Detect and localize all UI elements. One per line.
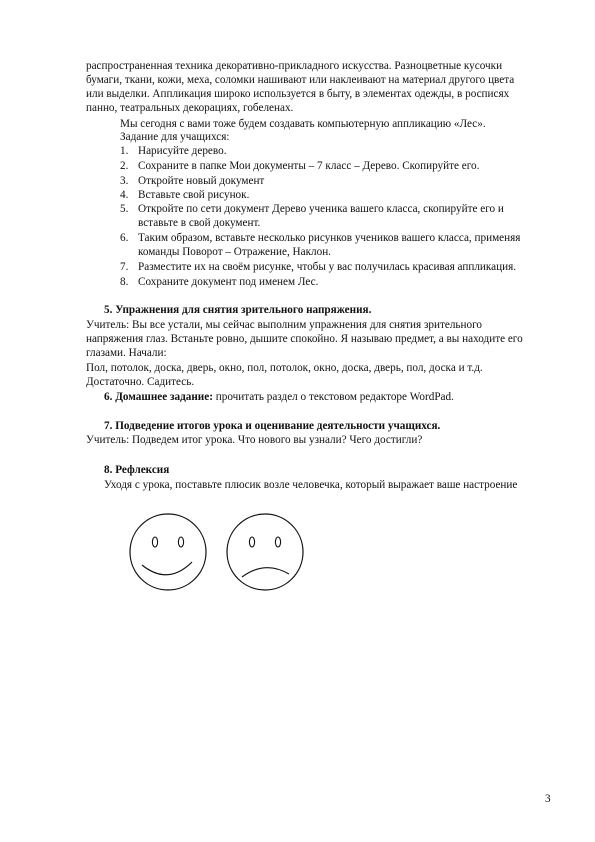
task-item: Сохраните в папке Мои документы – 7 класс – Дерево. Скопируйте его. <box>138 160 480 172</box>
task-item-cont: вставьте в свой документ. <box>138 217 261 229</box>
task-number: 3. <box>120 175 129 187</box>
task-number: 1. <box>120 145 129 157</box>
task-item: Разместите их на своём рисунке, чтобы у вас получилась красивая аппликация. <box>138 261 517 273</box>
intro-line-4: панно, театральных декорациях, гобеленах. <box>86 102 294 114</box>
intro-line-2: бумаги, ткани, кожи, меха, соломки нашивают или наклеивают на материал другого цвета <box>86 74 515 86</box>
task-item: Таким образом, вставьте несколько рисунков учеников вашего класса, применяя <box>138 232 521 244</box>
task-number: 6. <box>120 232 129 244</box>
task-item-cont: команды Поворот – Отражение, Наклон. <box>138 246 331 258</box>
section-6-line <box>104 391 454 404</box>
section-5-line-5: Достаточно. Садитесь. <box>86 376 195 388</box>
section-8-heading: 8. Рефлексия <box>104 464 170 476</box>
task-number: 7. <box>120 261 129 273</box>
section-5-line-4: Пол, потолок, доска, дверь, окно, пол, потолок, окно, доска, дверь, пол, доска и т.д. <box>86 362 483 374</box>
task-item: Откройте новый документ <box>138 175 265 187</box>
happy-face-icon[interactable] <box>128 512 208 592</box>
task-title: Задание для учащихся: <box>120 131 230 143</box>
task-number: 5. <box>120 203 129 215</box>
section-5-line-1: Учитель: Вы все устали, мы сейчас выполним упражнения для снятия зрительного <box>86 319 483 331</box>
intro-line-3: или выделки. Аппликация широко используется в быту, в элементах одежды, в росписях <box>86 88 510 100</box>
section-7-heading: 7. Подведение итогов урока и оценивание деятельности учащихся. <box>104 420 441 432</box>
task-number: 2. <box>120 160 129 172</box>
task-item: Нарисуйте дерево. <box>138 145 227 157</box>
today-line: Мы сегодня с вами тоже будем создавать компьютерную аппликацию «Лес». <box>120 118 486 130</box>
task-item: Вставьте свой рисунок. <box>138 189 250 201</box>
sad-face-icon[interactable] <box>225 512 305 592</box>
section-5-line-2: напряжения глаз. Встаньте ровно, дышите спокойно. Я называю предмет, а вы находите его <box>86 333 523 345</box>
task-number: 4. <box>120 189 129 201</box>
task-item: Сохраните документ под именем Лес. <box>138 276 319 288</box>
section-5-line-3: глазами. Начали: <box>86 347 167 359</box>
task-item: Откройте по сети документ Дерево ученика вашего класса, скопируйте его и <box>138 203 504 215</box>
task-number: 8. <box>120 276 129 288</box>
section-6-heading: 6. Домашнее задание: <box>104 391 213 403</box>
intro-line-1: распространенная техника декоративно-прикладного искусства. Разноцветные кусочки <box>86 60 503 72</box>
section-7-text: Учитель: Подведем итог урока. Что нового вы узнали? Чего достигли? <box>86 434 423 446</box>
page-number: 3 <box>545 793 551 805</box>
section-6-text: прочитать раздел о текстовом редакторе WordPad. <box>212 391 454 403</box>
section-8-text: Уходя с урока, поставьте плюсик возле человечка, который выражает ваше настроение <box>104 479 518 491</box>
section-5-heading: 5. Упражнения для снятия зрительного напряжения. <box>104 304 372 316</box>
